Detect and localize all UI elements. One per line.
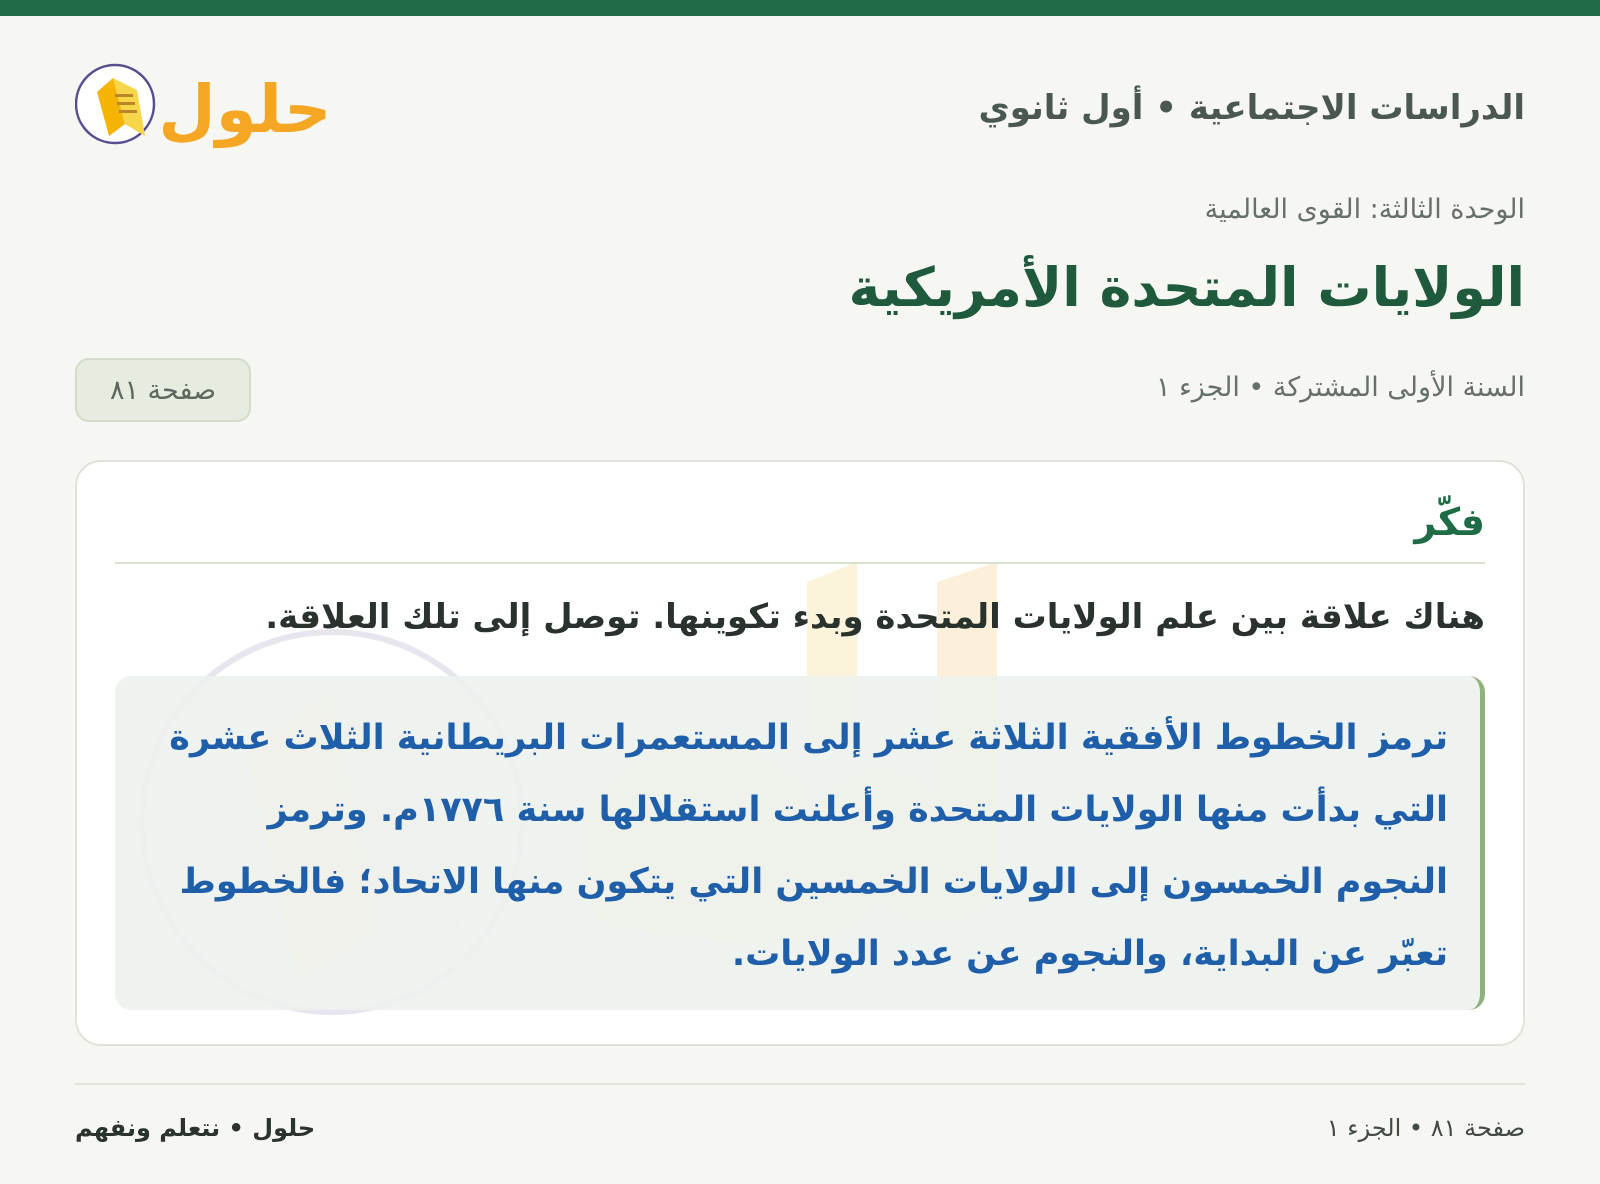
card-heading: فكّر [1414,500,1485,544]
top-accent-bar [0,0,1600,16]
logo-text: حلول [158,71,332,148]
card-divider [115,562,1485,564]
footer-page-info: صفحة ٨١ • الجزء ١ [1326,1114,1525,1142]
answer-text: ترمز الخطوط الأفقية الثلاثة عشر إلى المستعمرات البريطانية الثلاث عشرة التي بدأت منها الولايات المتحدة وأعلنت استقلالها سنة ١٧٧٦م. وترمز النجوم الخمسون إلى الولايات الخمسين التي يتكون منها الاتحاد؛ فالخطوط تعبّر عن البداية، والنجوم عن عدد الولايات. [169,718,1448,974]
footer-divider [75,1083,1525,1085]
unit-label: الوحدة الثالثة: القوى العالمية [1204,194,1525,225]
think-card [75,460,1525,1046]
page-badge: صفحة ٨١ [75,358,251,422]
hulul-book-logo-icon[interactable] [75,48,335,158]
answer-box [115,676,1485,1010]
question-text: هناك علاقة بين علم الولايات المتحدة وبدء تكوينها. توصل إلى تلك العلاقة. [265,597,1485,637]
subject-title: الدراسات الاجتماعية • أول ثانوي [978,88,1525,128]
footer-brand: حلول • نتعلم ونفهم [75,1114,316,1142]
header [75,48,1525,158]
lesson-title: الولايات المتحدة الأمريكية [848,256,1525,319]
lesson-meta: السنة الأولى المشتركة • الجزء ١ [1155,372,1525,403]
